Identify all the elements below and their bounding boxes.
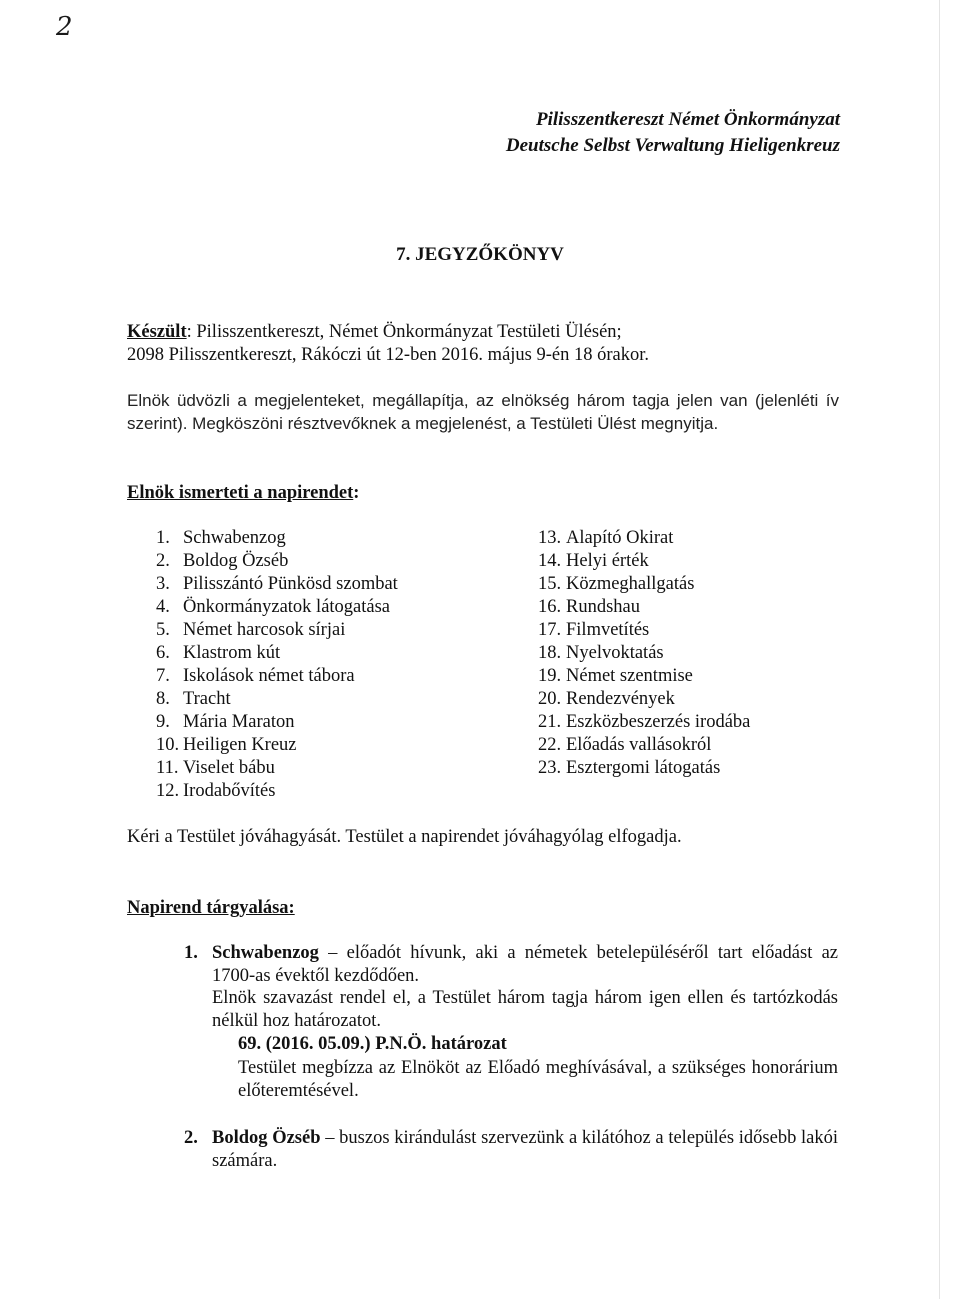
agenda-item-number: 2. xyxy=(156,551,170,571)
agenda-list-right xyxy=(538,527,868,780)
agenda-item xyxy=(538,550,868,573)
agenda-item-number: 20. xyxy=(538,689,562,709)
agenda-item-number: 3. xyxy=(156,574,170,594)
approval-sentence: Kéri a Testület jóváhagyását. Testület a napirendet jóváhagyólag elfogadja. xyxy=(127,827,682,847)
header-line-1: Pilisszentkereszt Német Önkormányzat xyxy=(535,109,840,130)
agenda-item xyxy=(156,734,486,757)
item2-paragraph xyxy=(212,1127,838,1173)
welcome-paragraph: Elnök üdvözli a megjelenteket, megállapítja, az elnökség három tagja jelen van (jelenléti ív szerint). Megköszöni résztvevőknek a megjelenést, a Testületi Ülést megnyitja. xyxy=(127,391,839,433)
agenda-item xyxy=(156,527,486,550)
agenda-item-number: 14. xyxy=(538,551,562,571)
resolution-text: Testület megbízza az Elnököt az Előadó meghívásával, a szükséges honorárium előteremtésével. xyxy=(238,1058,838,1101)
item1-number xyxy=(184,942,198,965)
agenda-item xyxy=(156,780,486,803)
intro-line-1 xyxy=(127,321,622,344)
agenda-item-text: Boldog Özséb xyxy=(183,551,289,571)
intro-line-2: 2098 Pilisszentkereszt, Rákóczi út 12-ben 2016. május 9-én 18 órakor. xyxy=(127,345,650,365)
agenda-item xyxy=(156,596,486,619)
agenda-item-number: 23. xyxy=(538,758,562,778)
agenda-item-number: 16. xyxy=(538,597,562,617)
agenda-item xyxy=(156,711,486,734)
item1-text: előadót hívunk, aki a németek betelepüléséről tart előadást az 1700-as évektől kezdődően. xyxy=(212,943,839,986)
handwritten-page-number: 2 xyxy=(56,12,73,42)
scan-edge-line xyxy=(939,0,940,1299)
agenda-item-number: 21. xyxy=(538,712,562,732)
item2-text: buszos kirándulást szervezünk a kilátóhoz a település idősebb lakói számára. xyxy=(212,1128,839,1171)
agenda-item xyxy=(538,596,868,619)
agenda-item-text: Alapító Okirat xyxy=(566,528,674,548)
agenda-item xyxy=(156,573,486,596)
discussion-heading: Napirend tárgyalása: xyxy=(127,898,295,918)
agenda-item xyxy=(538,688,868,711)
agenda-item-number: 19. xyxy=(538,666,562,686)
agenda-item xyxy=(538,527,868,550)
agenda-item xyxy=(538,734,868,757)
item2-dash: – xyxy=(320,1128,340,1148)
agenda-item-text: Filmvetítés xyxy=(566,620,650,640)
agenda-item xyxy=(156,757,486,780)
agenda-item-text: Előadás vallásokról xyxy=(566,735,712,755)
agenda-item xyxy=(538,642,868,665)
agenda-item-text: Mária Maraton xyxy=(183,712,295,732)
agenda-item-text: Klastrom kút xyxy=(183,643,281,663)
agenda-item-number: 13. xyxy=(538,528,562,548)
agenda-item-text: Esztergomi látogatás xyxy=(566,758,721,778)
header-line-2: Deutsche Selbst Verwaltung Hieligenkreuz xyxy=(505,135,840,156)
agenda-item-text: Rendezvények xyxy=(566,689,675,709)
agenda-item-number: 12. xyxy=(156,781,180,801)
agenda-item-text: Önkormányzatok látogatása xyxy=(183,597,391,617)
agenda-item-number: 10. xyxy=(156,735,180,755)
agenda-item-number: 9. xyxy=(156,712,170,732)
agenda-item-text: Eszközbeszerzés irodába xyxy=(566,712,751,732)
agenda-item-text: Rundshau xyxy=(566,597,640,617)
agenda-item-text: Irodabővítés xyxy=(183,781,276,801)
agenda-item-text: Iskolások német tábora xyxy=(183,666,355,686)
agenda-item xyxy=(538,665,868,688)
agenda-item-text: Német harcosok sírjai xyxy=(183,620,346,640)
agenda-item xyxy=(156,619,486,642)
agenda-heading-colon: : xyxy=(353,483,360,503)
item1-vote: Elnök szavazást rendel el, a Testület három tagja három igen ellen és tartózkodás nélkül hoz határozatot. xyxy=(212,988,838,1031)
item1-dash: – xyxy=(318,943,347,963)
item2-num: 2. xyxy=(184,1128,198,1148)
agenda-item-number: 7. xyxy=(156,666,170,686)
agenda-item-number: 1. xyxy=(156,528,170,548)
agenda-item-number: 4. xyxy=(156,597,170,617)
agenda-item xyxy=(156,642,486,665)
agenda-heading xyxy=(127,482,359,505)
agenda-item xyxy=(156,550,486,573)
agenda-item xyxy=(538,757,868,780)
agenda-heading-text: Elnök ismerteti a napirendet xyxy=(127,483,354,503)
agenda-item-number: 11. xyxy=(156,758,179,778)
agenda-list-left xyxy=(156,527,486,803)
agenda-item-number: 18. xyxy=(538,643,562,663)
agenda-item-text: Pilisszántó Pünkösd szombat xyxy=(183,574,398,594)
agenda-item-number: 8. xyxy=(156,689,170,709)
agenda-item xyxy=(156,688,486,711)
agenda-item xyxy=(538,619,868,642)
agenda-item-text: Tracht xyxy=(183,689,231,709)
intro-label: Készült xyxy=(127,322,187,342)
agenda-item-text: Nyelvoktatás xyxy=(566,643,664,663)
agenda-item-text: Helyi érték xyxy=(566,551,649,571)
item1-num: 1. xyxy=(184,943,198,963)
agenda-item-text: Schwabenzog xyxy=(183,528,286,548)
agenda-item-number: 17. xyxy=(538,620,562,640)
agenda-item-number: 5. xyxy=(156,620,170,640)
resolution-title: 69. (2016. 05.09.) P.N.Ö. határozat xyxy=(238,1034,507,1054)
item1-paragraph xyxy=(212,942,838,988)
agenda-item-text: Közmeghallgatás xyxy=(566,574,695,594)
agenda-item-number: 22. xyxy=(538,735,562,755)
item2-number xyxy=(184,1127,198,1150)
agenda-item-number: 15. xyxy=(538,574,562,594)
agenda-item xyxy=(538,573,868,596)
document-title: 7. JEGYZŐKÖNYV xyxy=(396,244,564,265)
agenda-item-text: Német szentmise xyxy=(566,666,693,686)
agenda-item xyxy=(538,711,868,734)
item1-title: Schwabenzog xyxy=(212,943,319,963)
agenda-item-text: Viselet bábu xyxy=(183,758,275,778)
agenda-item-number: 6. xyxy=(156,643,170,663)
agenda-item xyxy=(156,665,486,688)
agenda-item-text: Heiligen Kreuz xyxy=(183,735,297,755)
intro-text-1: : Pilisszentkereszt, Német Önkormányzat Testületi Ülésén; xyxy=(186,322,622,342)
item2-title: Boldog Özséb xyxy=(212,1128,321,1148)
